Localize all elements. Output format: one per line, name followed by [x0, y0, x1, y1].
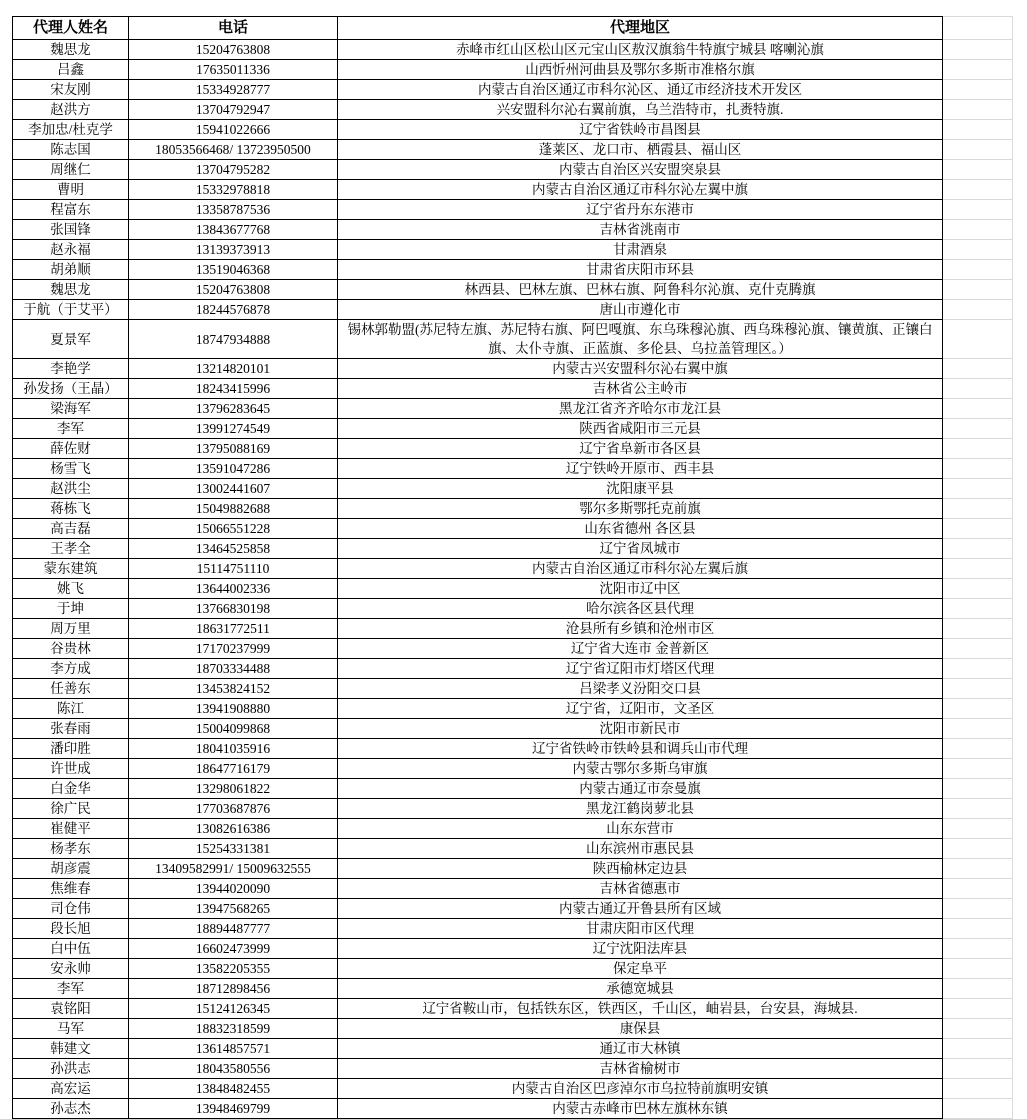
agent-name-cell[interactable]: 曹明: [13, 180, 129, 200]
empty-grid-cell[interactable]: [943, 1039, 1013, 1059]
region-cell[interactable]: 山东省德州 各区县: [338, 519, 943, 539]
region-cell[interactable]: 沈阳市辽中区: [338, 579, 943, 599]
phone-cell[interactable]: 15114751110: [129, 559, 338, 579]
empty-grid-cell[interactable]: [943, 579, 1013, 599]
empty-grid-cell[interactable]: [943, 599, 1013, 619]
region-cell[interactable]: 哈尔滨各区县代理: [338, 599, 943, 619]
region-cell[interactable]: 辽宁省鞍山市，包括铁东区，铁西区，千山区，岫岩县，台安县，海城县.: [338, 999, 943, 1019]
empty-grid-cell[interactable]: [943, 899, 1013, 919]
agent-name-cell[interactable]: 杨雪飞: [13, 459, 129, 479]
region-cell[interactable]: 吕梁孝义汾阳交口县: [338, 679, 943, 699]
agent-name-cell[interactable]: 李军: [13, 979, 129, 999]
region-cell[interactable]: 内蒙古自治区通辽市科尔沁左翼中旗: [338, 180, 943, 200]
agent-name-cell[interactable]: 李方成: [13, 659, 129, 679]
agent-name-cell[interactable]: 白中伍: [13, 939, 129, 959]
table-header-row: [13, 17, 1013, 40]
agent-name-cell[interactable]: 周继仁: [13, 160, 129, 180]
table-row: [13, 100, 1013, 120]
region-cell[interactable]: 辽宁省丹东东港市: [338, 200, 943, 220]
agent-name-cell[interactable]: 薛佐财: [13, 439, 129, 459]
empty-grid-cell[interactable]: [943, 240, 1013, 260]
empty-grid-cell[interactable]: [943, 280, 1013, 300]
table-row: [13, 160, 1013, 180]
phone-cell[interactable]: 15124126345: [129, 999, 338, 1019]
empty-grid-cell[interactable]: [943, 379, 1013, 399]
region-cell[interactable]: 内蒙古自治区通辽市科尔沁区、通辽市经济技术开发区: [338, 80, 943, 100]
table-row: [13, 559, 1013, 579]
phone-cell[interactable]: 13704792947: [129, 100, 338, 120]
phone-cell[interactable]: 17703687876: [129, 799, 338, 819]
empty-grid-cell[interactable]: [943, 699, 1013, 719]
phone-cell[interactable]: 17170237999: [129, 639, 338, 659]
table-row: [13, 419, 1013, 439]
phone-cell[interactable]: 13002441607: [129, 479, 338, 499]
empty-grid-cell[interactable]: [943, 100, 1013, 120]
phone-cell[interactable]: 15334928777: [129, 80, 338, 100]
empty-grid-cell[interactable]: [943, 80, 1013, 100]
empty-grid-cell[interactable]: [943, 519, 1013, 539]
agent-name-cell[interactable]: 李加忠/杜克学: [13, 120, 129, 140]
table-row: [13, 359, 1013, 379]
table-row: [13, 180, 1013, 200]
empty-grid-cell[interactable]: [943, 659, 1013, 679]
empty-grid-cell[interactable]: [943, 879, 1013, 899]
table-row: [13, 719, 1013, 739]
phone-cell[interactable]: 15049882688: [129, 499, 338, 519]
agent-name-cell[interactable]: 孙发扬（王晶）: [13, 379, 129, 399]
table-row: [13, 280, 1013, 300]
region-cell[interactable]: 通辽市大林镇: [338, 1039, 943, 1059]
agent-name-cell[interactable]: 张国锋: [13, 220, 129, 240]
agent-name-cell[interactable]: 安永帅: [13, 959, 129, 979]
table-row: [13, 260, 1013, 280]
agent-name-cell[interactable]: 姚飞: [13, 579, 129, 599]
region-cell[interactable]: 林西县、巴林左旗、巴林右旗、阿鲁科尔沁旗、克什克腾旗: [338, 280, 943, 300]
agent-name-cell[interactable]: 李军: [13, 419, 129, 439]
region-cell[interactable]: 辽宁省辽阳市灯塔区代理: [338, 659, 943, 679]
phone-cell[interactable]: 13214820101: [129, 359, 338, 379]
phone-cell[interactable]: 15004099868: [129, 719, 338, 739]
phone-cell[interactable]: 13941908880: [129, 699, 338, 719]
phone-cell[interactable]: 13704795282: [129, 160, 338, 180]
empty-grid-cell[interactable]: [943, 439, 1013, 459]
phone-cell[interactable]: 18244576878: [129, 300, 338, 320]
agent-name-cell[interactable]: 陈江: [13, 699, 129, 719]
table-row: [13, 799, 1013, 819]
phone-cell[interactable]: 13991274549: [129, 419, 338, 439]
table-row: [13, 639, 1013, 659]
region-cell[interactable]: 保定阜平: [338, 959, 943, 979]
agent-name-cell[interactable]: 白金华: [13, 779, 129, 799]
table-row: [13, 499, 1013, 519]
table-row: [13, 779, 1013, 799]
empty-grid-cell[interactable]: [943, 979, 1013, 999]
region-cell[interactable]: 鄂尔多斯鄂托克前旗: [338, 499, 943, 519]
agent-name-cell[interactable]: 杨孝东: [13, 839, 129, 859]
agent-name-cell[interactable]: 焦维春: [13, 879, 129, 899]
header-region[interactable]: 代理地区: [338, 17, 943, 40]
table-row: [13, 1099, 1013, 1119]
agent-table: [12, 16, 1013, 1119]
region-cell[interactable]: 山西忻州河曲县及鄂尔多斯市准格尔旗: [338, 60, 943, 80]
agent-name-cell[interactable]: 韩建文: [13, 1039, 129, 1059]
table-row: [13, 839, 1013, 859]
region-cell[interactable]: 吉林省洮南市: [338, 220, 943, 240]
phone-cell[interactable]: 18747934888: [129, 320, 338, 359]
phone-cell[interactable]: 18894487777: [129, 919, 338, 939]
agent-name-cell[interactable]: 赵洪尘: [13, 479, 129, 499]
phone-cell[interactable]: 18647716179: [129, 759, 338, 779]
empty-grid-cell[interactable]: [943, 120, 1013, 140]
phone-cell[interactable]: 13358787536: [129, 200, 338, 220]
region-cell[interactable]: 辽宁省阜新市各区县: [338, 439, 943, 459]
agent-name-cell[interactable]: 任善东: [13, 679, 129, 699]
empty-grid-cell[interactable]: [943, 40, 1013, 60]
empty-grid-cell[interactable]: [943, 919, 1013, 939]
phone-cell[interactable]: 13843677768: [129, 220, 338, 240]
agent-name-cell[interactable]: 胡彦震: [13, 859, 129, 879]
table-row: [13, 699, 1013, 719]
region-cell[interactable]: 康保县: [338, 1019, 943, 1039]
region-cell[interactable]: 内蒙古自治区兴安盟突泉县: [338, 160, 943, 180]
agent-name-cell[interactable]: 于航（于艾平）: [13, 300, 129, 320]
phone-cell[interactable]: 18832318599: [129, 1019, 338, 1039]
table-row: [13, 1019, 1013, 1039]
agent-table-sheet: [12, 16, 1013, 1119]
region-cell[interactable]: 辽宁沈阳法库县: [338, 939, 943, 959]
region-cell[interactable]: 沈阳市新民市: [338, 719, 943, 739]
empty-grid-cell[interactable]: [943, 839, 1013, 859]
empty-grid-cell[interactable]: [943, 1099, 1013, 1119]
region-cell[interactable]: 内蒙古自治区巴彦淖尔市乌拉特前旗明安镇: [338, 1079, 943, 1099]
phone-cell[interactable]: 13848482455: [129, 1079, 338, 1099]
table-row: [13, 939, 1013, 959]
region-cell[interactable]: 甘肃庆阳市区代理: [338, 919, 943, 939]
region-cell[interactable]: 内蒙古通辽开鲁县所有区域: [338, 899, 943, 919]
region-cell[interactable]: 唐山市遵化市: [338, 300, 943, 320]
table-row: [13, 40, 1013, 60]
agent-name-cell[interactable]: 魏思龙: [13, 40, 129, 60]
region-cell[interactable]: 沧县所有乡镇和沧州市区: [338, 619, 943, 639]
region-cell[interactable]: 内蒙古自治区通辽市科尔沁左翼后旗: [338, 559, 943, 579]
region-cell[interactable]: 甘肃省庆阳市环县: [338, 260, 943, 280]
table-row: [13, 220, 1013, 240]
table-row: [13, 619, 1013, 639]
phone-cell[interactable]: 13591047286: [129, 459, 338, 479]
agent-name-cell[interactable]: 胡弟顺: [13, 260, 129, 280]
phone-cell[interactable]: 13614857571: [129, 1039, 338, 1059]
agent-name-cell[interactable]: 高宏运: [13, 1079, 129, 1099]
table-row: [13, 659, 1013, 679]
empty-grid-cell[interactable]: [943, 260, 1013, 280]
table-row: [13, 1039, 1013, 1059]
table-row: [13, 899, 1013, 919]
empty-grid-cell[interactable]: [943, 180, 1013, 200]
region-cell[interactable]: 吉林省德惠市: [338, 879, 943, 899]
empty-grid-cell[interactable]: [943, 999, 1013, 1019]
empty-grid-cell[interactable]: [943, 359, 1013, 379]
region-cell[interactable]: 赤峰市红山区松山区元宝山区敖汉旗翁牛特旗宁城县 喀喇沁旗: [338, 40, 943, 60]
phone-cell[interactable]: 13298061822: [129, 779, 338, 799]
empty-grid-cell[interactable]: [943, 419, 1013, 439]
empty-grid-cell[interactable]: [943, 799, 1013, 819]
empty-grid-cell[interactable]: [943, 479, 1013, 499]
empty-grid-cell[interactable]: [943, 499, 1013, 519]
region-cell[interactable]: 黑龙江省齐齐哈尔市龙江县: [338, 399, 943, 419]
agent-name-cell[interactable]: 孙志杰: [13, 1099, 129, 1119]
phone-cell[interactable]: 13453824152: [129, 679, 338, 699]
agent-name-cell[interactable]: 高吉磊: [13, 519, 129, 539]
empty-grid-cell[interactable]: [943, 1019, 1013, 1039]
table-row: [13, 599, 1013, 619]
agent-name-cell[interactable]: 段长旭: [13, 919, 129, 939]
phone-cell[interactable]: 13944020090: [129, 879, 338, 899]
empty-grid-cell[interactable]: [943, 60, 1013, 80]
agent-name-cell[interactable]: 崔健平: [13, 819, 129, 839]
phone-cell[interactable]: 15941022666: [129, 120, 338, 140]
region-cell[interactable]: 承德宽城县: [338, 979, 943, 999]
table-row: [13, 1079, 1013, 1099]
agent-name-cell[interactable]: 王孝全: [13, 539, 129, 559]
empty-grid-cell[interactable]: [943, 300, 1013, 320]
table-row: [13, 300, 1013, 320]
phone-cell[interactable]: 13582205355: [129, 959, 338, 979]
agent-name-cell[interactable]: 赵永福: [13, 240, 129, 260]
table-row: [13, 959, 1013, 979]
agent-name-cell[interactable]: 徐广民: [13, 799, 129, 819]
empty-grid-cell[interactable]: [943, 739, 1013, 759]
phone-cell[interactable]: 13796283645: [129, 399, 338, 419]
table-row: [13, 80, 1013, 100]
table-row: [13, 320, 1013, 359]
phone-cell[interactable]: 16602473999: [129, 939, 338, 959]
region-cell[interactable]: 黑龙江鹤岗萝北县: [338, 799, 943, 819]
empty-grid-cell[interactable]: [943, 779, 1013, 799]
table-row: [13, 519, 1013, 539]
table-row: [13, 399, 1013, 419]
phone-cell[interactable]: 18053566468/ 13723950500: [129, 140, 338, 160]
empty-grid-cell[interactable]: [943, 759, 1013, 779]
empty-grid-cell[interactable]: [943, 859, 1013, 879]
agent-name-cell[interactable]: 梁海军: [13, 399, 129, 419]
empty-grid-cell[interactable]: [943, 17, 1013, 40]
region-cell[interactable]: 辽宁省凤城市: [338, 539, 943, 559]
table-row: [13, 819, 1013, 839]
agent-name-cell[interactable]: 潘印胜: [13, 739, 129, 759]
empty-grid-cell[interactable]: [943, 619, 1013, 639]
region-cell[interactable]: 内蒙古赤峰市巴林左旗林东镇: [338, 1099, 943, 1119]
agent-table-body: [13, 40, 1013, 1119]
phone-cell[interactable]: 15204763808: [129, 280, 338, 300]
table-row: [13, 759, 1013, 779]
table-row: [13, 379, 1013, 399]
region-cell[interactable]: 山东滨州市惠民县: [338, 839, 943, 859]
table-row: [13, 240, 1013, 260]
phone-cell[interactable]: 15066551228: [129, 519, 338, 539]
region-cell[interactable]: 锡林郭勒盟(苏尼特左旗、苏尼特右旗、阿巴嘎旗、东乌珠穆沁旗、西乌珠穆沁旗、镶黄旗、正镶白旗、太仆寺旗、正蓝旗、多伦县、乌拉盖管理区。）: [338, 320, 943, 359]
agent-name-cell[interactable]: 袁铭阳: [13, 999, 129, 1019]
region-cell[interactable]: 吉林省公主岭市: [338, 379, 943, 399]
table-row: [13, 999, 1013, 1019]
empty-grid-cell[interactable]: [943, 939, 1013, 959]
agent-name-cell[interactable]: 许世成: [13, 759, 129, 779]
phone-cell[interactable]: 13519046368: [129, 260, 338, 280]
table-row: [13, 120, 1013, 140]
empty-grid-cell[interactable]: [943, 459, 1013, 479]
agent-name-cell[interactable]: 司仓伟: [13, 899, 129, 919]
table-row: [13, 979, 1013, 999]
empty-grid-cell[interactable]: [943, 220, 1013, 240]
agent-name-cell[interactable]: 蒋栋飞: [13, 499, 129, 519]
phone-cell[interactable]: 18631772511: [129, 619, 338, 639]
region-cell[interactable]: 陕西榆林定边县: [338, 859, 943, 879]
empty-grid-cell[interactable]: [943, 320, 1013, 359]
phone-cell[interactable]: 18041035916: [129, 739, 338, 759]
agent-name-cell[interactable]: 赵洪方: [13, 100, 129, 120]
region-cell[interactable]: 沈阳康平县: [338, 479, 943, 499]
table-row: [13, 459, 1013, 479]
region-cell[interactable]: 兴安盟科尔沁右翼前旗，乌兰浩特市，扎赉特旗.: [338, 100, 943, 120]
table-row: [13, 679, 1013, 699]
table-row: [13, 579, 1013, 599]
agent-name-cell[interactable]: 蒙东建筑: [13, 559, 129, 579]
empty-grid-cell[interactable]: [943, 1079, 1013, 1099]
phone-cell[interactable]: 13409582991/ 15009632555: [129, 859, 338, 879]
region-cell[interactable]: 辽宁铁岭开原市、西丰县: [338, 459, 943, 479]
table-row: [13, 439, 1013, 459]
agent-name-cell[interactable]: 陈志国: [13, 140, 129, 160]
region-cell[interactable]: 甘肃酒泉: [338, 240, 943, 260]
phone-cell[interactable]: 18243415996: [129, 379, 338, 399]
agent-name-cell[interactable]: 马军: [13, 1019, 129, 1039]
table-row: [13, 140, 1013, 160]
agent-name-cell[interactable]: 宋友刚: [13, 80, 129, 100]
header-agent-name[interactable]: 代理人姓名: [13, 17, 129, 40]
empty-grid-cell[interactable]: [943, 539, 1013, 559]
agent-name-cell[interactable]: 张春雨: [13, 719, 129, 739]
empty-grid-cell[interactable]: [943, 679, 1013, 699]
phone-cell[interactable]: 18703334488: [129, 659, 338, 679]
table-row: [13, 739, 1013, 759]
agent-name-cell[interactable]: 孙洪志: [13, 1059, 129, 1079]
region-cell[interactable]: 辽宁省，辽阳市，文圣区: [338, 699, 943, 719]
phone-cell[interactable]: 15204763808: [129, 40, 338, 60]
phone-cell[interactable]: 13766830198: [129, 599, 338, 619]
phone-cell[interactable]: 15332978818: [129, 180, 338, 200]
header-phone[interactable]: 电话: [129, 17, 338, 40]
agent-name-cell[interactable]: 谷贵林: [13, 639, 129, 659]
table-row: [13, 539, 1013, 559]
table-row: [13, 919, 1013, 939]
empty-grid-cell[interactable]: [943, 819, 1013, 839]
phone-cell[interactable]: 13947568265: [129, 899, 338, 919]
empty-grid-cell[interactable]: [943, 639, 1013, 659]
empty-grid-cell[interactable]: [943, 719, 1013, 739]
region-cell[interactable]: 辽宁省铁岭市昌图县: [338, 120, 943, 140]
empty-grid-cell[interactable]: [943, 399, 1013, 419]
phone-cell[interactable]: 18043580556: [129, 1059, 338, 1079]
phone-cell[interactable]: 18712898456: [129, 979, 338, 999]
agent-name-cell[interactable]: 李艳学: [13, 359, 129, 379]
phone-cell[interactable]: 13948469799: [129, 1099, 338, 1119]
phone-cell[interactable]: 17635011336: [129, 60, 338, 80]
table-row: [13, 479, 1013, 499]
region-cell[interactable]: 蓬莱区、龙口市、栖霞县、福山区: [338, 140, 943, 160]
region-cell[interactable]: 内蒙古鄂尔多斯乌审旗: [338, 759, 943, 779]
table-row: [13, 200, 1013, 220]
region-cell[interactable]: 辽宁省大连市 金普新区: [338, 639, 943, 659]
region-cell[interactable]: 内蒙古通辽市奈曼旗: [338, 779, 943, 799]
empty-grid-cell[interactable]: [943, 160, 1013, 180]
phone-cell[interactable]: 13139373913: [129, 240, 338, 260]
phone-cell[interactable]: 13795088169: [129, 439, 338, 459]
empty-grid-cell[interactable]: [943, 959, 1013, 979]
phone-cell[interactable]: 13082616386: [129, 819, 338, 839]
region-cell[interactable]: 陕西省咸阳市三元县: [338, 419, 943, 439]
phone-cell[interactable]: 13644002336: [129, 579, 338, 599]
agent-name-cell[interactable]: 于坤: [13, 599, 129, 619]
empty-grid-cell[interactable]: [943, 559, 1013, 579]
table-row: [13, 60, 1013, 80]
agent-name-cell[interactable]: 周万里: [13, 619, 129, 639]
agent-name-cell[interactable]: 程富东: [13, 200, 129, 220]
phone-cell[interactable]: 13464525858: [129, 539, 338, 559]
agent-name-cell[interactable]: 魏思龙: [13, 280, 129, 300]
region-cell[interactable]: 辽宁省铁岭市铁岭县和调兵山市代理: [338, 739, 943, 759]
region-cell[interactable]: 吉林省榆树市: [338, 1059, 943, 1079]
agent-name-cell[interactable]: 吕鑫: [13, 60, 129, 80]
table-row: [13, 859, 1013, 879]
empty-grid-cell[interactable]: [943, 200, 1013, 220]
region-cell[interactable]: 山东东营市: [338, 819, 943, 839]
region-cell[interactable]: 内蒙古兴安盟科尔沁右翼中旗: [338, 359, 943, 379]
empty-grid-cell[interactable]: [943, 140, 1013, 160]
table-row: [13, 879, 1013, 899]
phone-cell[interactable]: 15254331381: [129, 839, 338, 859]
agent-name-cell[interactable]: 夏景军: [13, 320, 129, 359]
